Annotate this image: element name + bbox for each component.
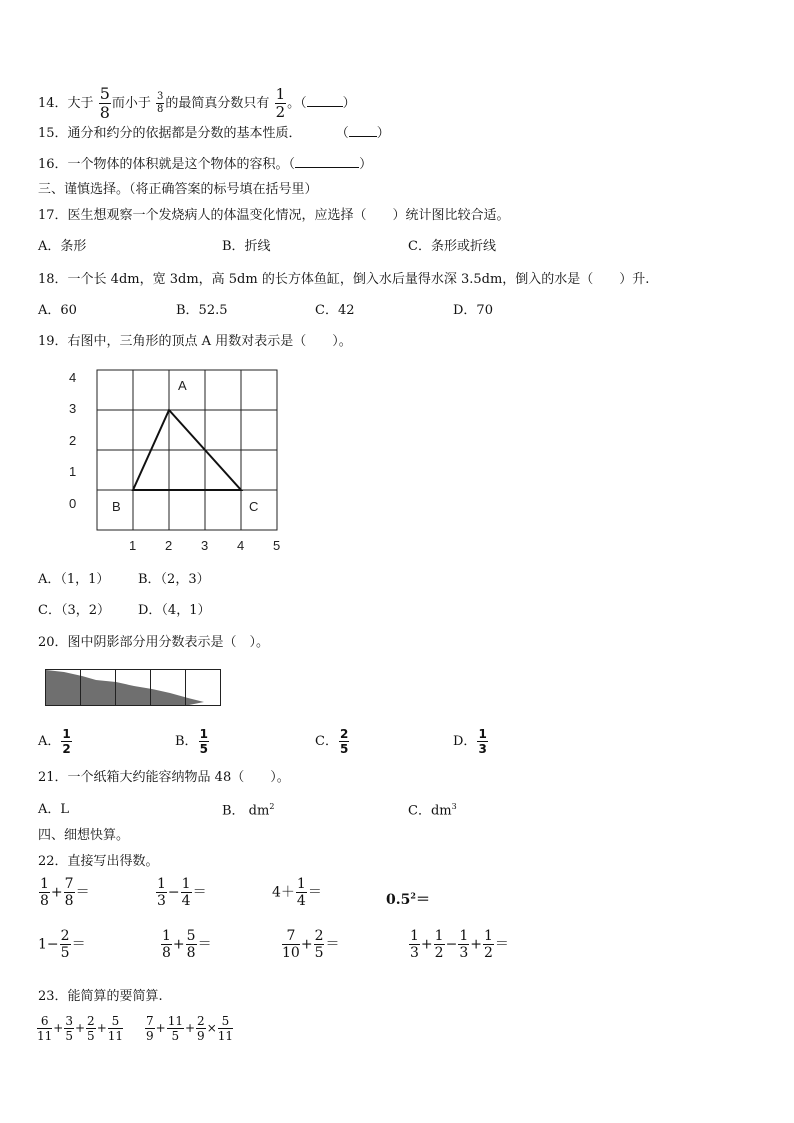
option-b[interactable]: B． $\frac{1}{5}$ (175, 727, 208, 756)
vertex-label-a: A (178, 378, 187, 393)
option-c[interactable]: C．（3，2） (38, 603, 110, 618)
question-17: 17．医生想观察一个发烧病人的体温变化情况，应选择（ ）统计图比较合适。 (38, 208, 510, 223)
shaded-strip (44, 668, 224, 708)
option-d[interactable]: D．70 (453, 303, 493, 318)
y-tick-label: 2 (69, 433, 77, 448)
option-a[interactable]: A．L (38, 802, 70, 817)
section-heading: 三、谨慎选择。（将正确答案的标号填在括号里） (38, 182, 318, 197)
y-tick-label: 4 (69, 370, 77, 385)
x-tick-label: 4 (237, 538, 245, 553)
fraction: $\frac{1}{2}$ (275, 85, 286, 121)
vertex-label-c: C (249, 499, 259, 514)
x-tick-label: 5 (273, 538, 281, 553)
option-d[interactable]: D． $\frac{1}{3}$ (453, 727, 487, 756)
answer-blank[interactable] (307, 96, 343, 107)
question-23: 23．能简算的要简算. (38, 989, 163, 1004)
x-tick-label: 3 (201, 538, 209, 553)
question-19: 19．右图中，三角形的顶点 A 用数对表示是（ ）。 (38, 334, 352, 349)
question-18: 18．一个长 4dm，宽 3dm，高 5dm 的长方体鱼缸，倒入水后量得水深 3.5dm，倒入的水是（ ）升. (38, 272, 650, 287)
option-a[interactable]: A． $\frac{1}{2}$ (38, 727, 71, 756)
answer-blank[interactable] (295, 157, 359, 168)
y-tick-label: 0 (69, 496, 77, 511)
option-c[interactable]: C．条形或折线 (408, 239, 496, 254)
question-21: 21．一个纸箱大约能容纳物品 48（ ）。 (38, 770, 290, 785)
expression: $\frac{1}{3}$ − $\frac{1}{4}$ ＝ (157, 876, 207, 909)
question-14: 14．大于 $\frac{5}{8}$ 而小于 $\frac{3}{8}$ 的最简真分数只有 $\frac{1}{2}$ 。（ ） (38, 84, 356, 122)
x-tick-label: 1 (129, 538, 137, 553)
expression: $\frac{1}{8}$ + $\frac{5}{8}$ ＝ (162, 928, 212, 961)
expression: $\frac{6}{11}$ + $\frac{3}{5}$ + $\frac{2}{5}$ + $\frac{5}{11}$ (37, 1014, 124, 1043)
question-16: 16．一个物体的体积就是这个物体的容积。（ ） (38, 157, 373, 172)
fraction: $\frac{3}{8}$ (157, 91, 164, 115)
y-tick-label: 1 (69, 464, 77, 479)
expression: $\frac{1}{3}$ + $\frac{1}{2}$ − $\frac{1}{3}$ + $\frac{1}{2}$ ＝ (410, 928, 509, 961)
expression: $0.5^2=$ (386, 890, 430, 908)
expression: $\frac{7}{10}$ + $\frac{2}{5}$ ＝ (282, 928, 340, 961)
expression: 1− $\frac{2}{5}$ ＝ (38, 928, 86, 961)
option-a[interactable]: A．（1，1） (38, 572, 110, 587)
question-20: 20．图中阴影部分用分数表示是（ ）。 (38, 635, 270, 650)
vertex-label-b: B (112, 499, 121, 514)
option-d[interactable]: D．（4，1） (138, 603, 211, 618)
option-c[interactable]: C．42 (315, 303, 355, 318)
question-15: 15．通分和约分的依据都是分数的基本性质． （ ） (38, 126, 390, 141)
option-c[interactable]: C． $\frac{2}{5}$ (315, 727, 349, 756)
y-tick-label: 3 (69, 401, 77, 416)
option-a[interactable]: A．60 (38, 303, 77, 318)
answer-blank[interactable] (349, 126, 377, 137)
shaded-region (46, 670, 204, 706)
expression: 4＋ $\frac{1}{4}$ ＝ (272, 876, 322, 909)
coordinate-grid (60, 362, 320, 557)
fraction: $\frac{5}{8}$ (99, 84, 110, 122)
section-heading: 四、细想快算。 (38, 828, 130, 843)
option-b[interactable]: B．52.5 (176, 303, 228, 318)
option-b[interactable]: B． $dm^2$ (222, 802, 275, 819)
expression: $\frac{1}{8}$ + $\frac{7}{8}$ ＝ (40, 876, 90, 909)
option-a[interactable]: A．条形 (38, 239, 87, 254)
question-22: 22．直接写出得数。 (38, 854, 159, 869)
option-b[interactable]: B．（2，3） (138, 572, 210, 587)
option-c[interactable]: C．$dm^3$ (408, 802, 457, 819)
x-tick-label: 2 (165, 538, 173, 553)
expression: $\frac{7}{9}$ + $\frac{11}{5}$ + $\frac{2}{9}$ × $\frac{5}{11}$ (146, 1014, 234, 1043)
option-b[interactable]: B．折线 (222, 239, 271, 254)
